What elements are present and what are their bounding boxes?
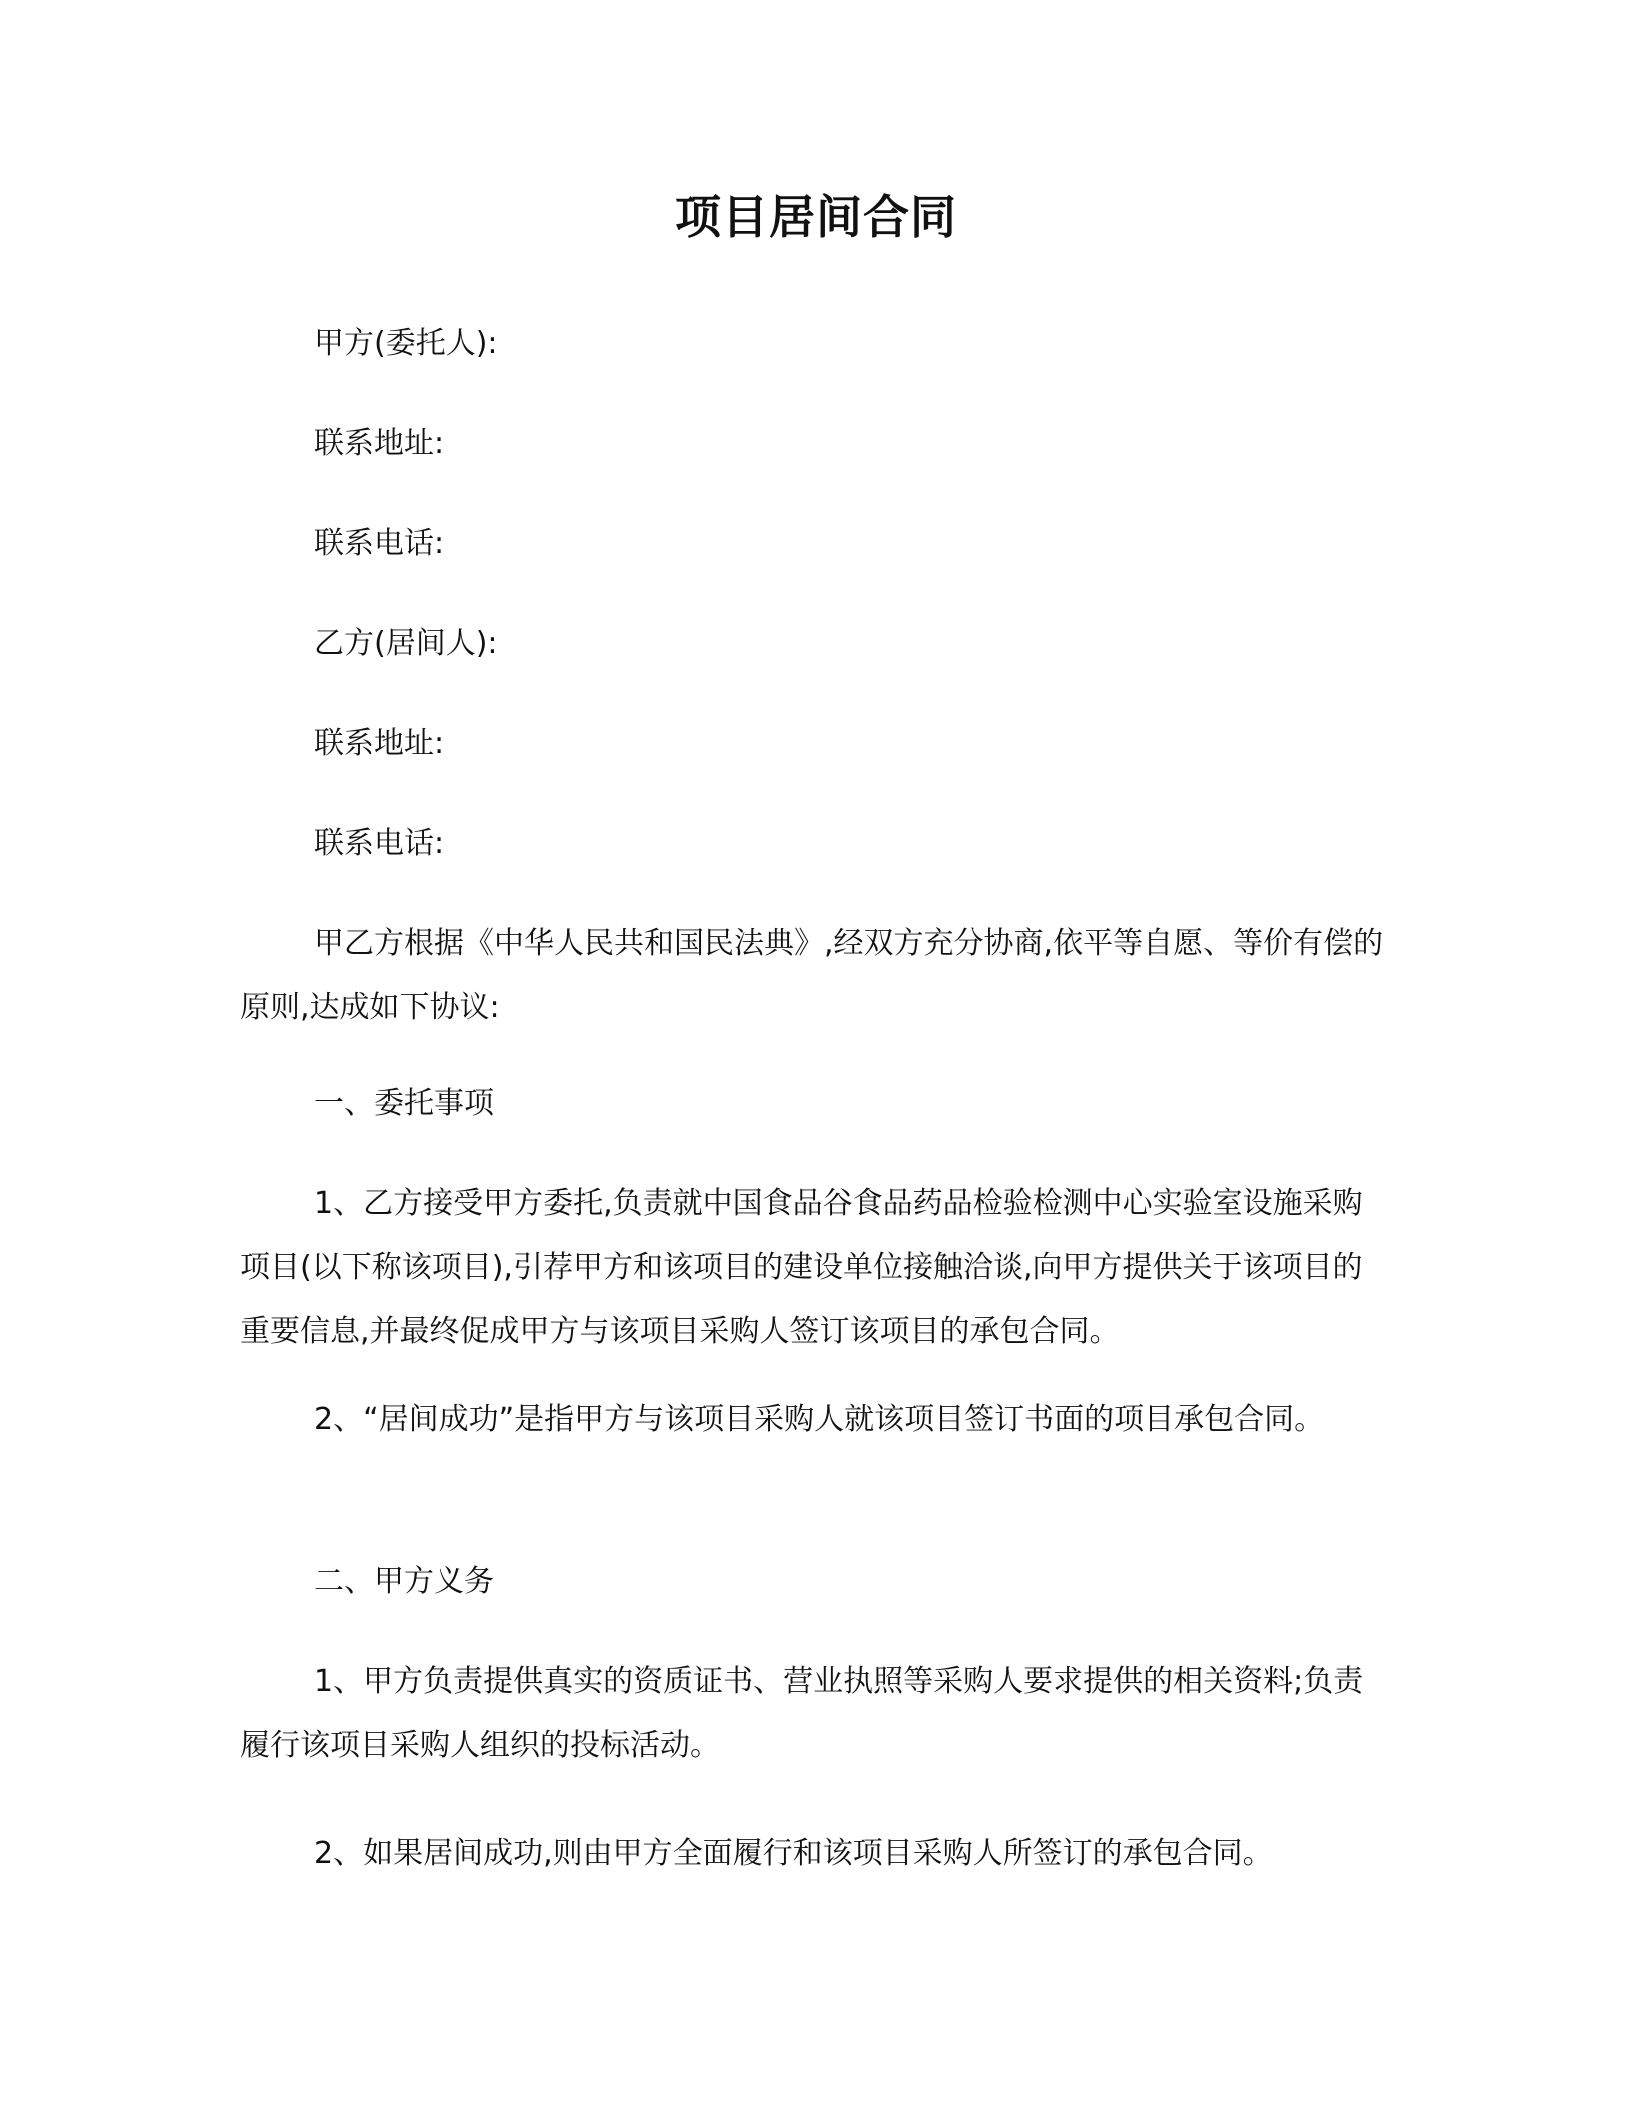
- party-b-label: 乙方(居间人):: [314, 626, 498, 661]
- document-title: 项目居间合同: [675, 190, 957, 244]
- section-1-item-2: 2、“居间成功”是指甲方与该项目采购人就该项目签订书面的项目承包合同。: [314, 1402, 1325, 1437]
- preamble-paragraph: 甲乙方根据《中华人民共和国民法典》,经双方充分协商,依平等自愿、等价有偿的原则,达成如下协议:: [240, 926, 1384, 1025]
- section-2-item-1: 1、甲方负责提供真实的资质证书、营业执照等采购人要求提供的相关资料;负责履行该项目采购人组织的投标活动。: [240, 1664, 1364, 1763]
- party-a-phone-label: 联系电话:: [314, 526, 445, 561]
- section-1-item-1: 1、乙方接受甲方委托,负责就中国食品谷食品药品检验检测中心实验室设施采购项目(以下称该项目),引荐甲方和该项目的建设单位接触洽谈,向甲方提供关于该项目的重要信息,并最终促成甲方与该项目采购人签订该项目的承包合同。: [240, 1186, 1363, 1349]
- party-b-address-label: 联系地址:: [314, 726, 445, 761]
- section-1-heading: 一、委托事项: [314, 1086, 494, 1121]
- party-a-address-label: 联系地址:: [314, 426, 445, 461]
- party-b-phone-label: 联系电话:: [314, 826, 445, 861]
- party-a-label: 甲方(委托人):: [314, 326, 498, 361]
- section-2-heading: 二、甲方义务: [314, 1564, 494, 1599]
- section-2-item-2: 2、如果居间成功,则由甲方全面履行和该项目采购人所签订的承包合同。: [314, 1836, 1273, 1871]
